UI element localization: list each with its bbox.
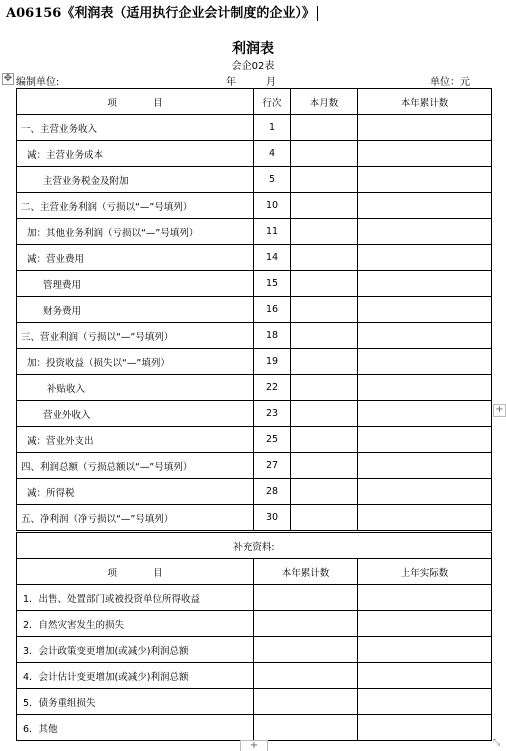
row-ytd[interactable] <box>358 219 492 245</box>
supp-row-item[interactable]: 3．会计政策变更增加(或减少)利润总额 <box>17 637 254 663</box>
row-item[interactable]: 减：营业费用 <box>17 245 254 271</box>
unit-label: 单位：元 <box>430 77 470 88</box>
month-label: 月 <box>266 77 276 88</box>
supp-row-ytd[interactable] <box>254 611 358 637</box>
row-item[interactable]: 减：所得税 <box>17 479 254 505</box>
header-line: 行次 <box>254 89 291 115</box>
table-row <box>17 141 492 167</box>
table-header-row <box>17 89 492 115</box>
row-month[interactable] <box>291 479 358 505</box>
row-item[interactable]: 管理费用 <box>17 271 254 297</box>
add-column-icon[interactable]: + <box>493 404 506 417</box>
row-ytd[interactable] <box>358 479 492 505</box>
table-row <box>17 585 492 611</box>
supp-row-item[interactable]: 2．自然灾害发生的损失 <box>17 611 254 637</box>
row-month[interactable] <box>291 427 358 453</box>
row-item[interactable]: 一、主营业务收入 <box>17 115 254 141</box>
supp-row-ytd[interactable] <box>254 689 358 715</box>
compiler-label: 编制单位: <box>16 77 60 88</box>
supp-row-prev[interactable] <box>358 585 492 611</box>
table-move-icon[interactable]: ✥ <box>3 73 13 84</box>
row-item[interactable]: 减：营业外支出 <box>17 427 254 453</box>
supplement-header-row <box>17 559 492 585</box>
table-row <box>17 349 492 375</box>
row-ytd[interactable] <box>358 115 492 141</box>
row-line[interactable]: 1 <box>254 115 291 141</box>
row-item[interactable]: 三、营业利润（亏损以“—”号填列） <box>17 323 254 349</box>
text-cursor <box>317 6 318 21</box>
row-month[interactable] <box>291 323 358 349</box>
row-ytd[interactable] <box>358 141 492 167</box>
table-row <box>17 663 492 689</box>
table-row <box>17 453 492 479</box>
row-item[interactable]: 营业外收入 <box>17 401 254 427</box>
row-month[interactable] <box>291 453 358 479</box>
row-item[interactable]: 财务费用 <box>17 297 254 323</box>
row-ytd[interactable] <box>358 505 492 531</box>
supplement-title: 补充资料: <box>17 533 492 559</box>
row-item[interactable]: 加：投资收益（损失以“—”填列） <box>17 349 254 375</box>
row-ytd[interactable] <box>358 297 492 323</box>
row-line[interactable]: 28 <box>254 479 291 505</box>
supp-row-ytd[interactable] <box>254 585 358 611</box>
form-number: 会企02表 <box>231 61 275 72</box>
row-line[interactable]: 4 <box>254 141 291 167</box>
row-item[interactable]: 补贴收入 <box>17 375 254 401</box>
row-ytd[interactable] <box>358 401 492 427</box>
row-line[interactable]: 16 <box>254 297 291 323</box>
supp-row-item[interactable]: 4．会计估计变更增加(或减少)利润总额 <box>17 663 254 689</box>
row-item[interactable]: 加：其他业务利润（亏损以“—”号填列） <box>17 219 254 245</box>
row-ytd[interactable] <box>358 245 492 271</box>
row-ytd[interactable] <box>358 167 492 193</box>
row-item[interactable]: 主营业务税金及附加 <box>17 167 254 193</box>
table-row <box>17 245 492 271</box>
row-line[interactable]: 27 <box>254 453 291 479</box>
supp-row-item[interactable]: 6．其他 <box>17 715 254 741</box>
row-month[interactable] <box>291 505 358 531</box>
supp-row-prev[interactable] <box>358 663 492 689</box>
row-line[interactable]: 22 <box>254 375 291 401</box>
header-ytd: 本年累计数 <box>358 89 492 115</box>
table-row <box>17 715 492 741</box>
table-row <box>17 611 492 637</box>
supp-row-item[interactable]: 1．出售、处置部门或被投资单位所得收益 <box>17 585 254 611</box>
row-line[interactable]: 30 <box>254 505 291 531</box>
supplement-title-row <box>17 533 492 559</box>
row-month[interactable] <box>291 245 358 271</box>
row-month[interactable] <box>291 271 358 297</box>
row-line[interactable]: 25 <box>254 427 291 453</box>
row-line[interactable]: 15 <box>254 271 291 297</box>
table-row <box>17 401 492 427</box>
row-ytd[interactable] <box>358 375 492 401</box>
supp-row-prev[interactable] <box>358 637 492 663</box>
table-row <box>17 375 492 401</box>
row-ytd[interactable] <box>358 193 492 219</box>
row-item[interactable]: 四、利润总额（亏损总额以“—”号填列） <box>17 453 254 479</box>
table-row <box>17 297 492 323</box>
row-month[interactable] <box>291 167 358 193</box>
supp-row-item[interactable]: 5．债务重组损失 <box>17 689 254 715</box>
row-month[interactable] <box>291 219 358 245</box>
supp-header-item: 项 目 <box>17 559 254 585</box>
table-row <box>17 219 492 245</box>
row-line[interactable]: 23 <box>254 401 291 427</box>
supp-header-ytd: 本年累计数 <box>254 559 358 585</box>
table-row <box>17 115 492 141</box>
supp-row-ytd[interactable] <box>254 663 358 689</box>
row-month[interactable] <box>291 193 358 219</box>
report-title: 利润表 <box>232 41 274 57</box>
supp-header-prev: 上年实际数 <box>358 559 492 585</box>
row-month[interactable] <box>291 375 358 401</box>
add-row-icon[interactable]: + <box>240 740 268 751</box>
table-row <box>17 271 492 297</box>
row-item[interactable]: 五、净利润（净亏损以“—”号填列） <box>17 505 254 531</box>
row-line[interactable]: 14 <box>254 245 291 271</box>
row-item[interactable]: 减：主营业务成本 <box>17 141 254 167</box>
resize-icon[interactable]: ⤡ <box>493 738 501 748</box>
row-line[interactable]: 11 <box>254 219 291 245</box>
row-line[interactable]: 10 <box>254 193 291 219</box>
header-item: 项 目 <box>17 89 254 115</box>
row-ytd[interactable] <box>358 453 492 479</box>
table-row <box>17 193 492 219</box>
row-month[interactable] <box>291 349 358 375</box>
year-label: 年 <box>226 77 236 88</box>
row-item[interactable]: 二、主营业务利润（亏损以“—”号填列） <box>17 193 254 219</box>
income-statement-table <box>16 88 492 531</box>
row-month[interactable] <box>291 115 358 141</box>
supp-row-prev[interactable] <box>358 689 492 715</box>
supplementary-table <box>16 532 492 741</box>
table-row <box>17 689 492 715</box>
row-line[interactable]: 5 <box>254 167 291 193</box>
supp-row-ytd[interactable] <box>254 715 358 741</box>
header-month: 本月数 <box>291 89 358 115</box>
table-row <box>17 427 492 453</box>
row-ytd[interactable] <box>358 427 492 453</box>
table-row <box>17 323 492 349</box>
row-line[interactable]: 18 <box>254 323 291 349</box>
row-month[interactable] <box>291 401 358 427</box>
supp-row-prev[interactable] <box>358 715 492 741</box>
document-title: A06156《利润表（适用执行企业会计制度的企业）》 <box>6 2 318 21</box>
row-ytd[interactable] <box>358 271 492 297</box>
row-line[interactable]: 19 <box>254 349 291 375</box>
table-row <box>17 167 492 193</box>
supp-row-prev[interactable] <box>358 611 492 637</box>
row-ytd[interactable] <box>358 323 492 349</box>
supp-row-ytd[interactable] <box>254 637 358 663</box>
table-row <box>17 505 492 531</box>
row-ytd[interactable] <box>358 349 492 375</box>
row-month[interactable] <box>291 141 358 167</box>
table-row <box>17 637 492 663</box>
row-month[interactable] <box>291 297 358 323</box>
table-row <box>17 479 492 505</box>
